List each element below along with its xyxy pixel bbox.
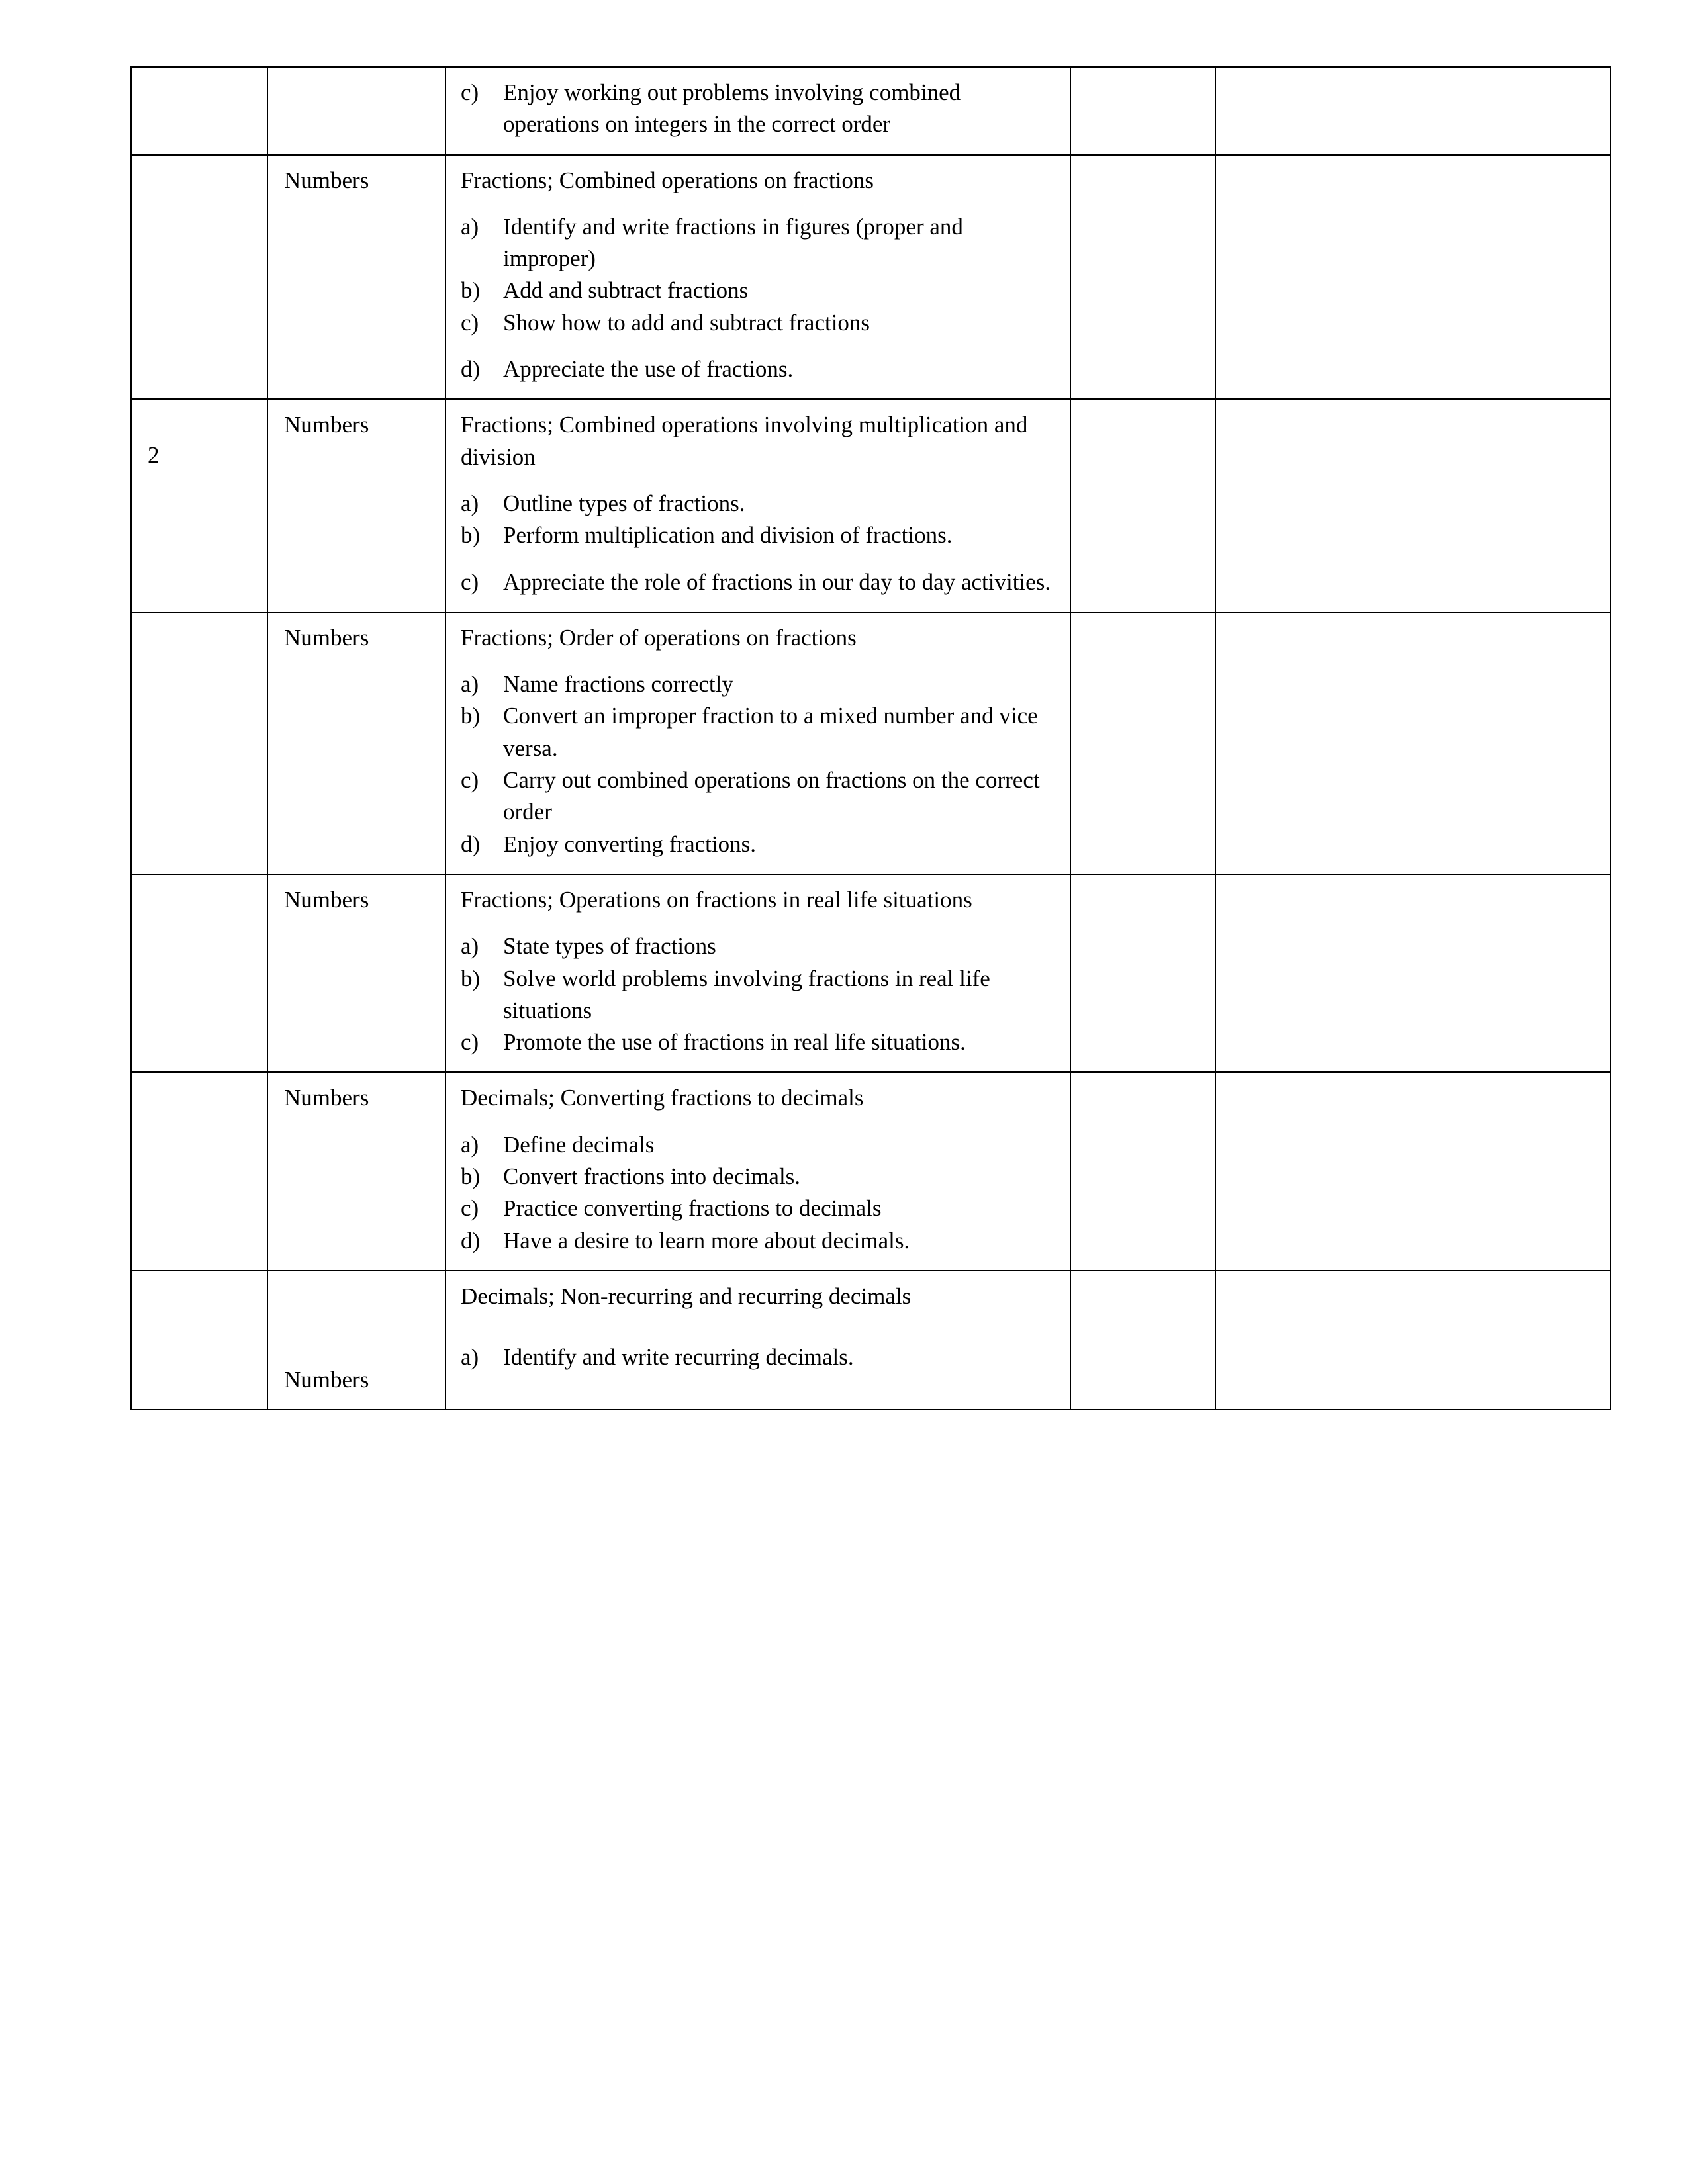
objective-marker: d) [461,356,481,383]
strand-cell [267,874,445,1072]
objective-item [461,700,1059,764]
objective-item [461,1161,1059,1193]
resources-cell [1070,67,1215,155]
objective-marker: d) [461,831,481,857]
heading-spacer [461,1312,1059,1327]
objective-marker: a) [461,490,479,516]
resources-cell [1070,874,1215,1072]
sub-strand-heading: Fractions; Operations on fractions in real life situations [461,886,972,913]
heading-spacer [461,197,1059,211]
remarks-value [1216,156,1610,178]
week-number: 2 [148,442,160,469]
strand-label: Numbers [284,624,369,651]
objective-text: Show how to add and subtract fractions [503,309,870,336]
objective-text: Outline types of fractions. [503,490,745,516]
sub-strand-heading: Fractions; Combined operations on fractions [461,167,874,193]
objective-text: Promote the use of fractions in real life situations. [503,1029,966,1056]
strand-label: Numbers [284,886,369,913]
resources-cell [1070,1072,1215,1270]
objective-list [461,211,1059,385]
remarks-value [1216,68,1610,90]
objective-item [461,1225,1059,1257]
table-row [131,399,1611,612]
week-number [132,1271,267,1294]
objective-item [461,829,1059,860]
objective-item [461,488,1059,520]
objective-text: Identify and write fractions in figures (proper and improper) [503,213,963,272]
week-cell [131,399,267,612]
objective-list [461,1342,1059,1373]
objective-marker: b) [461,522,481,549]
sub-strand-heading: Fractions; Combined operations involving multiplication and division [461,412,1028,470]
objective-text: Enjoy converting fractions. [503,831,756,857]
week-number [132,875,267,897]
sub-strand-cell [445,874,1070,1072]
objective-marker: c) [461,1029,479,1056]
week-cell [131,612,267,874]
table-row [131,1271,1611,1410]
strand-label: Numbers [284,1085,369,1111]
remarks-cell [1215,874,1611,1072]
week-number [132,1073,267,1095]
remarks-value [1216,875,1610,897]
remarks-cell [1215,399,1611,612]
objective-item [461,1129,1059,1161]
objective-item [461,1342,1059,1373]
objective-marker: c) [461,1195,479,1222]
objective-text: Perform multiplication and division of fractions. [503,522,953,549]
remarks-value [1216,1073,1610,1095]
objective-item [461,668,1059,700]
objective-marker: c) [461,767,479,794]
objective-text: Convert fractions into decimals. [503,1163,801,1190]
strand-label: Numbers [284,412,369,438]
sub-strand-cell [445,67,1070,155]
strand-cell [267,1072,445,1270]
table-row [131,612,1611,874]
resources-cell [1070,399,1215,612]
week-cell [131,1271,267,1410]
strand-cell [267,399,445,612]
strand-cell [267,1271,445,1410]
strand-label [268,68,445,90]
resources-cell [1070,612,1215,874]
objective-marker: c) [461,79,479,105]
objective-item [461,931,1059,962]
strand-label: Numbers [284,167,369,193]
objective-text: Practice converting fractions to decimals [503,1195,882,1222]
week-cell [131,155,267,400]
sub-strand-content [446,68,1070,154]
objective-marker: b) [461,703,481,729]
objective-item [461,307,1059,339]
week-cell [131,1072,267,1270]
objective-marker: b) [461,965,481,991]
resources-value [1071,613,1215,635]
remarks-value [1216,613,1610,635]
sub-strand-content [446,1073,1070,1269]
sub-strand-content [446,875,1070,1071]
objective-list [461,668,1059,860]
sub-strand-heading: Fractions; Order of operations on fractions [461,624,857,651]
syllabus-table-body [131,67,1611,1410]
objective-text: State types of fractions [503,933,716,960]
week-cell [131,874,267,1072]
objective-text: Enjoy working out problems involving combined operations on integers in the correct order [503,79,961,138]
objective-text: Appreciate the use of fractions. [503,356,794,383]
sub-strand-heading: Decimals; Converting fractions to decimals [461,1085,864,1111]
objective-item [461,77,1059,141]
remarks-cell [1215,612,1611,874]
objective-marker: a) [461,933,479,960]
strand-cell [267,155,445,400]
objective-marker: a) [461,1344,479,1371]
resources-value [1071,400,1215,422]
week-number [132,613,267,635]
objective-list [461,488,1059,598]
objective-marker: b) [461,277,481,304]
remarks-cell [1215,1271,1611,1410]
objective-text: Identify and write recurring decimals. [503,1344,854,1371]
objective-marker: c) [461,309,479,336]
table-row [131,1072,1611,1270]
objective-marker: b) [461,1163,481,1190]
sub-strand-cell [445,155,1070,400]
objective-marker: c) [461,569,479,595]
sub-strand-cell [445,1072,1070,1270]
syllabus-table [130,66,1611,1410]
table-row [131,874,1611,1072]
table-row [131,67,1611,155]
objective-item [461,1026,1059,1058]
objective-item [461,211,1059,275]
objective-list [461,77,1059,141]
table-row [131,155,1611,400]
remarks-cell [1215,1072,1611,1270]
objective-item [461,1193,1059,1224]
sub-strand-cell [445,399,1070,612]
objective-text: Appreciate the role of fractions in our day to day activities. [503,569,1051,595]
objective-text: Have a desire to learn more about decimals. [503,1227,910,1253]
resources-value [1071,1271,1215,1294]
sub-strand-content [446,156,1070,399]
objective-item [461,567,1059,598]
sub-strand-cell [445,1271,1070,1410]
resources-value [1071,875,1215,897]
syllabus-table-wrapper [130,66,1610,1410]
objective-list [461,1129,1059,1257]
resources-value [1071,156,1215,178]
sub-strand-heading: Decimals; Non-recurring and recurring decimals [461,1283,912,1309]
sub-strand-content [446,1271,1070,1387]
objective-item [461,963,1059,1027]
objective-text: Add and subtract fractions [503,277,749,304]
objective-text: Define decimals [503,1131,655,1158]
objective-marker: a) [461,1131,479,1158]
resources-cell [1070,155,1215,400]
objective-text: Solve world problems involving fractions in real life situations [503,965,990,1023]
remarks-value [1216,400,1610,422]
objective-item [461,764,1059,829]
objective-text: Name fractions correctly [503,671,733,698]
resources-value [1071,1073,1215,1095]
objective-text: Convert an improper fraction to a mixed number and vice versa. [503,703,1038,761]
strand-cell [267,612,445,874]
objective-list [461,931,1059,1058]
objective-text: Carry out combined operations on fractions on the correct order [503,767,1040,825]
week-cell [131,67,267,155]
objective-marker: d) [461,1227,481,1253]
heading-spacer [461,916,1059,931]
sub-strand-content [446,400,1070,611]
sub-strand-content [446,613,1070,874]
heading-spacer [461,1115,1059,1129]
strand-cell [267,67,445,155]
strand-label: Numbers [284,1366,369,1392]
objective-marker: a) [461,671,479,698]
week-number [132,156,267,178]
resources-cell [1070,1271,1215,1410]
objective-marker: a) [461,213,479,240]
heading-spacer [461,654,1059,668]
objective-item [461,275,1059,306]
week-number [132,68,267,90]
objective-item [461,520,1059,551]
sub-strand-cell [445,612,1070,874]
objective-item [461,353,1059,385]
remarks-cell [1215,155,1611,400]
resources-value [1071,68,1215,90]
remarks-cell [1215,67,1611,155]
remarks-value [1216,1271,1610,1294]
heading-spacer [461,473,1059,488]
